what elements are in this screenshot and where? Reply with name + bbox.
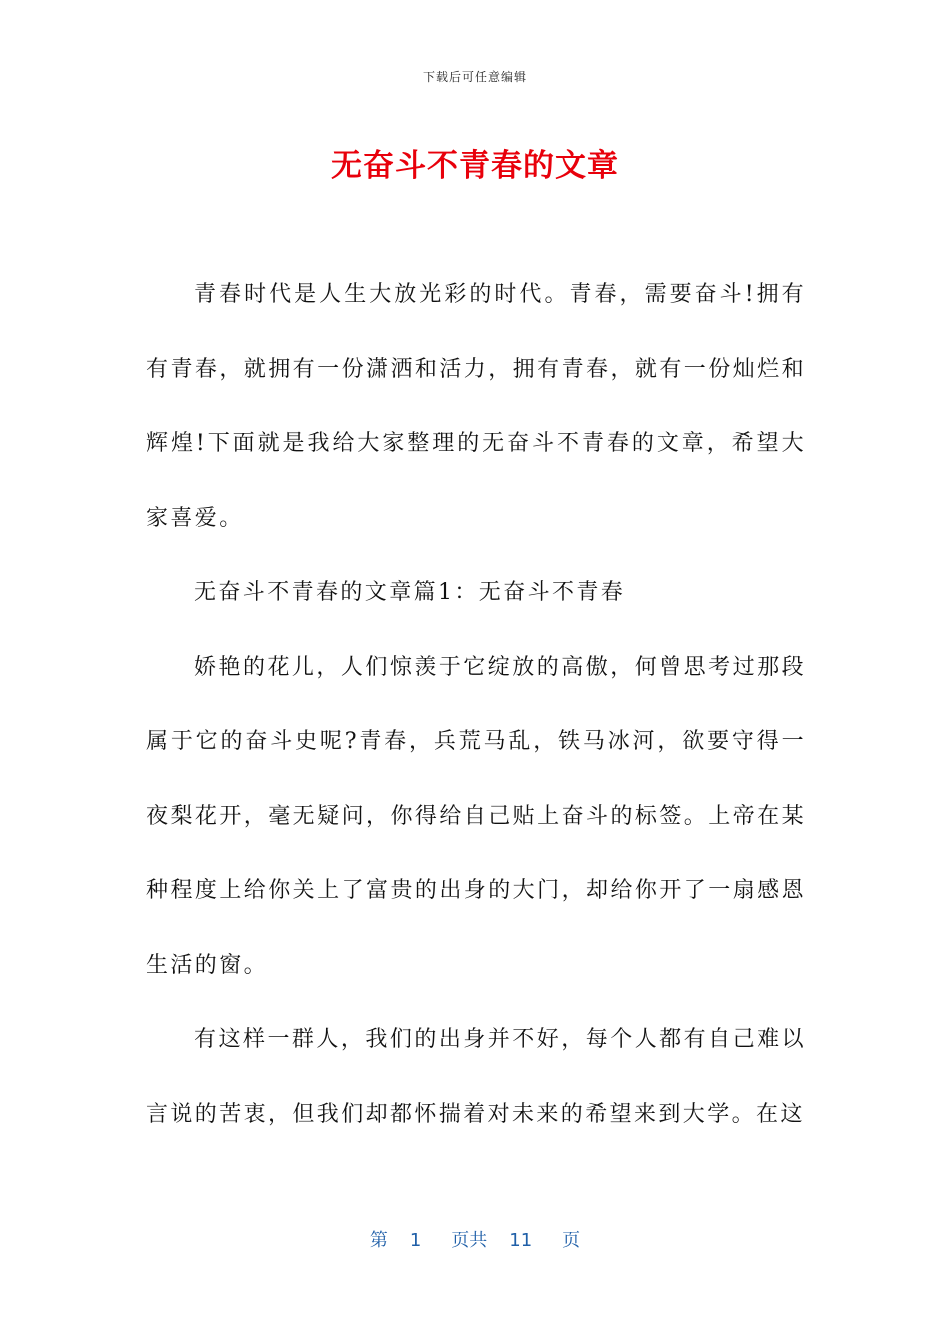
paragraph-intro: 青春时代是人生大放光彩的时代。青春，需要奋斗!拥有有青春，就拥有一份潇洒和活力，拥有青春，就有一份灿烂和辉煌!下面就是我给大家整理的无奋斗不青春的文章，希望大家喜爱。 bbox=[146, 282, 806, 531]
paragraph: 娇艳的花儿，人们惊羡于它绽放的高傲，何曾思考过那段属于它的奋斗史呢?青春，兵荒马乱，铁马冰河，欲要守得一夜梨花开，毫无疑问，你得给自己贴上奋斗的标签。上帝在某种程度上给你关上了富贵的出身的大门，却给你开了一扇感恩生活的窗。 bbox=[146, 654, 806, 978]
document-title: 无奋斗不青春的文章 bbox=[331, 148, 619, 184]
section-heading: 无奋斗不青春的文章篇1：无奋斗不青春 bbox=[194, 580, 626, 605]
header-note: 下载后可任意编辑 bbox=[422, 70, 527, 84]
current-page-number: 1 bbox=[409, 1230, 422, 1251]
page-number-footer bbox=[0, 1226, 950, 1252]
document-body bbox=[146, 258, 806, 1152]
paragraph: 有这样一群人，我们的出身并不好，每个人都有自己难以言说的苦衷，但我们却都怀揣着对未来的希望来到大学。在这 bbox=[146, 1027, 806, 1127]
page-prefix: 第 bbox=[369, 1230, 388, 1251]
page-mid-label: 页共 bbox=[451, 1230, 488, 1251]
total-pages-number: 11 bbox=[509, 1230, 533, 1251]
page-suffix: 页 bbox=[562, 1230, 581, 1251]
